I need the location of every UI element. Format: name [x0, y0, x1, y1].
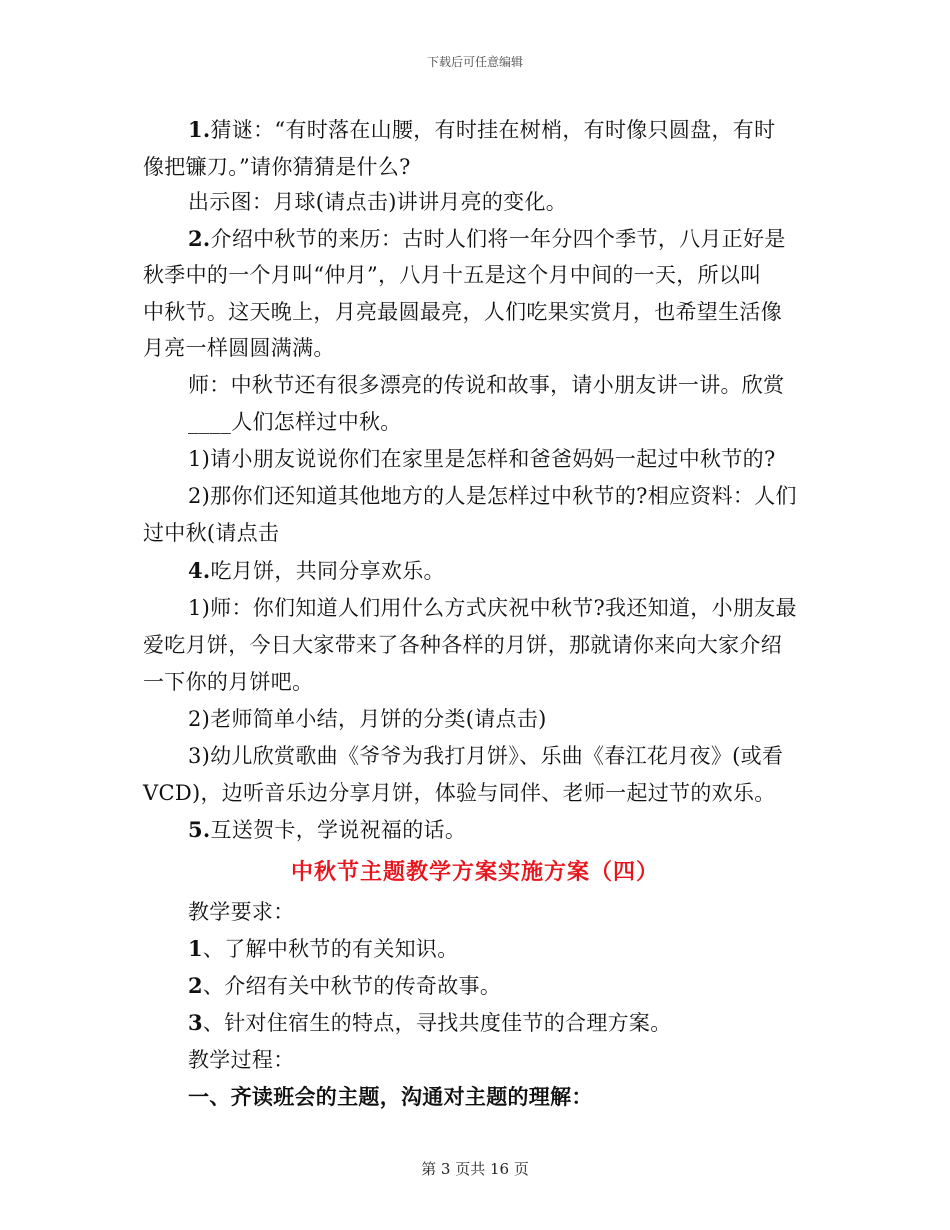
paragraph-line	[188, 594, 797, 622]
section-title: 中秋节主题教学方案实施方案（四）	[290, 859, 659, 885]
line-text: VCD)，边听音乐边分享月饼，体验与同伴、老师一起过节的欢乐。	[143, 781, 776, 805]
item-number: 2.	[188, 226, 211, 251]
line-text: 猜谜：“有时落在山腰，有时挂在树梢，有时像只圆盘，有时	[210, 118, 776, 142]
line-text: 教学要求：	[188, 900, 295, 924]
line-text: 一下你的月饼吧。	[143, 670, 314, 694]
line-text: 爱吃月饼，今日大家带来了各种各样的月饼，那就请你来向大家介绍	[143, 633, 782, 657]
paragraph-line	[188, 935, 459, 963]
page-footer: 第 3 页共 16 页	[421, 1160, 529, 1178]
line-text: 过中秋(请点击	[143, 521, 280, 545]
paragraph-line	[188, 225, 786, 253]
item-number: 4.	[188, 558, 211, 583]
paragraph-line	[143, 519, 279, 547]
paragraph-line	[188, 445, 776, 473]
line-text: 出示图：月球(请点击)讲讲月亮的变化。	[188, 190, 568, 214]
paragraph-line	[188, 898, 295, 926]
paragraph-line	[188, 816, 466, 844]
paragraph-line	[188, 557, 445, 585]
item-number: 5.	[188, 817, 211, 842]
item-number: 2	[188, 973, 203, 998]
paragraph-line	[188, 1009, 672, 1037]
item-number: 1.	[188, 117, 211, 142]
line-text: 、介绍有关中秋节的传奇故事。	[202, 974, 502, 998]
paragraph-line	[143, 668, 313, 696]
paragraph-line	[188, 1046, 295, 1074]
line-text: 2)老师简单小结，月饼的分类(请点击)	[188, 707, 547, 731]
line-text: 、针对住宿生的特点，寻找共度佳节的合理方案。	[202, 1011, 672, 1035]
paragraph-line	[188, 116, 775, 144]
line-text: 一、齐读班会的主题，沟通对主题的理解：	[188, 1084, 593, 1109]
paragraph-line	[143, 261, 761, 289]
page-header: 下载后可任意编辑	[426, 55, 523, 69]
line-text: 3)幼儿欣赏歌曲《爷爷为我打月饼》、乐曲《春江花月夜》(或看	[188, 744, 784, 768]
section-heading	[188, 1083, 593, 1111]
line-text: 、了解中秋节的有关知识。	[202, 937, 459, 961]
line-text: 月亮一样圆圆满满。	[143, 336, 335, 360]
line-text: 师：中秋节还有很多漂亮的传说和故事，请小朋友讲一讲。欣赏	[188, 373, 785, 397]
line-text: 像把镰刀。”请你猜猜是什么?	[143, 155, 411, 179]
line-text: 中秋节。这天晚上，月亮最圆最亮，人们吃果实赏月，也希望生活像	[143, 300, 782, 324]
line-text: 介绍中秋节的来历：古时人们将一年分四个季节，八月正好是	[210, 227, 786, 251]
line-text: ____人们怎样过中秋。	[188, 410, 402, 434]
line-text: 2)那你们还知道其他地方的人是怎样过中秋节的?相应资料：人们	[188, 484, 797, 508]
paragraph-line	[143, 779, 776, 807]
line-text: 1)请小朋友说说你们在家里是怎样和爸爸妈妈一起过中秋节的?	[188, 447, 776, 471]
line-text: 1)师：你们知道人们用什么方式庆祝中秋节?我还知道，小朋友最	[188, 596, 797, 620]
item-number: 3	[188, 1010, 203, 1035]
paragraph-line	[188, 705, 547, 733]
paragraph-line	[143, 631, 782, 659]
paragraph-line	[188, 188, 567, 216]
line-text: 吃月饼，共同分享欢乐。	[210, 559, 445, 583]
paragraph-line	[188, 408, 402, 436]
line-text: 互送贺卡，学说祝福的话。	[210, 818, 467, 842]
item-number: 1	[188, 936, 203, 961]
paragraph-line	[188, 972, 501, 1000]
paragraph-line	[143, 334, 335, 362]
paragraph-line	[188, 482, 797, 510]
paragraph-line	[188, 742, 783, 770]
line-text: 教学过程：	[188, 1048, 295, 1072]
paragraph-line	[143, 298, 782, 326]
line-text: 秋季中的一个月叫“仲月”，八月十五是这个月中间的一天，所以叫	[143, 263, 762, 287]
paragraph-line	[143, 153, 411, 181]
paragraph-line	[188, 371, 784, 399]
